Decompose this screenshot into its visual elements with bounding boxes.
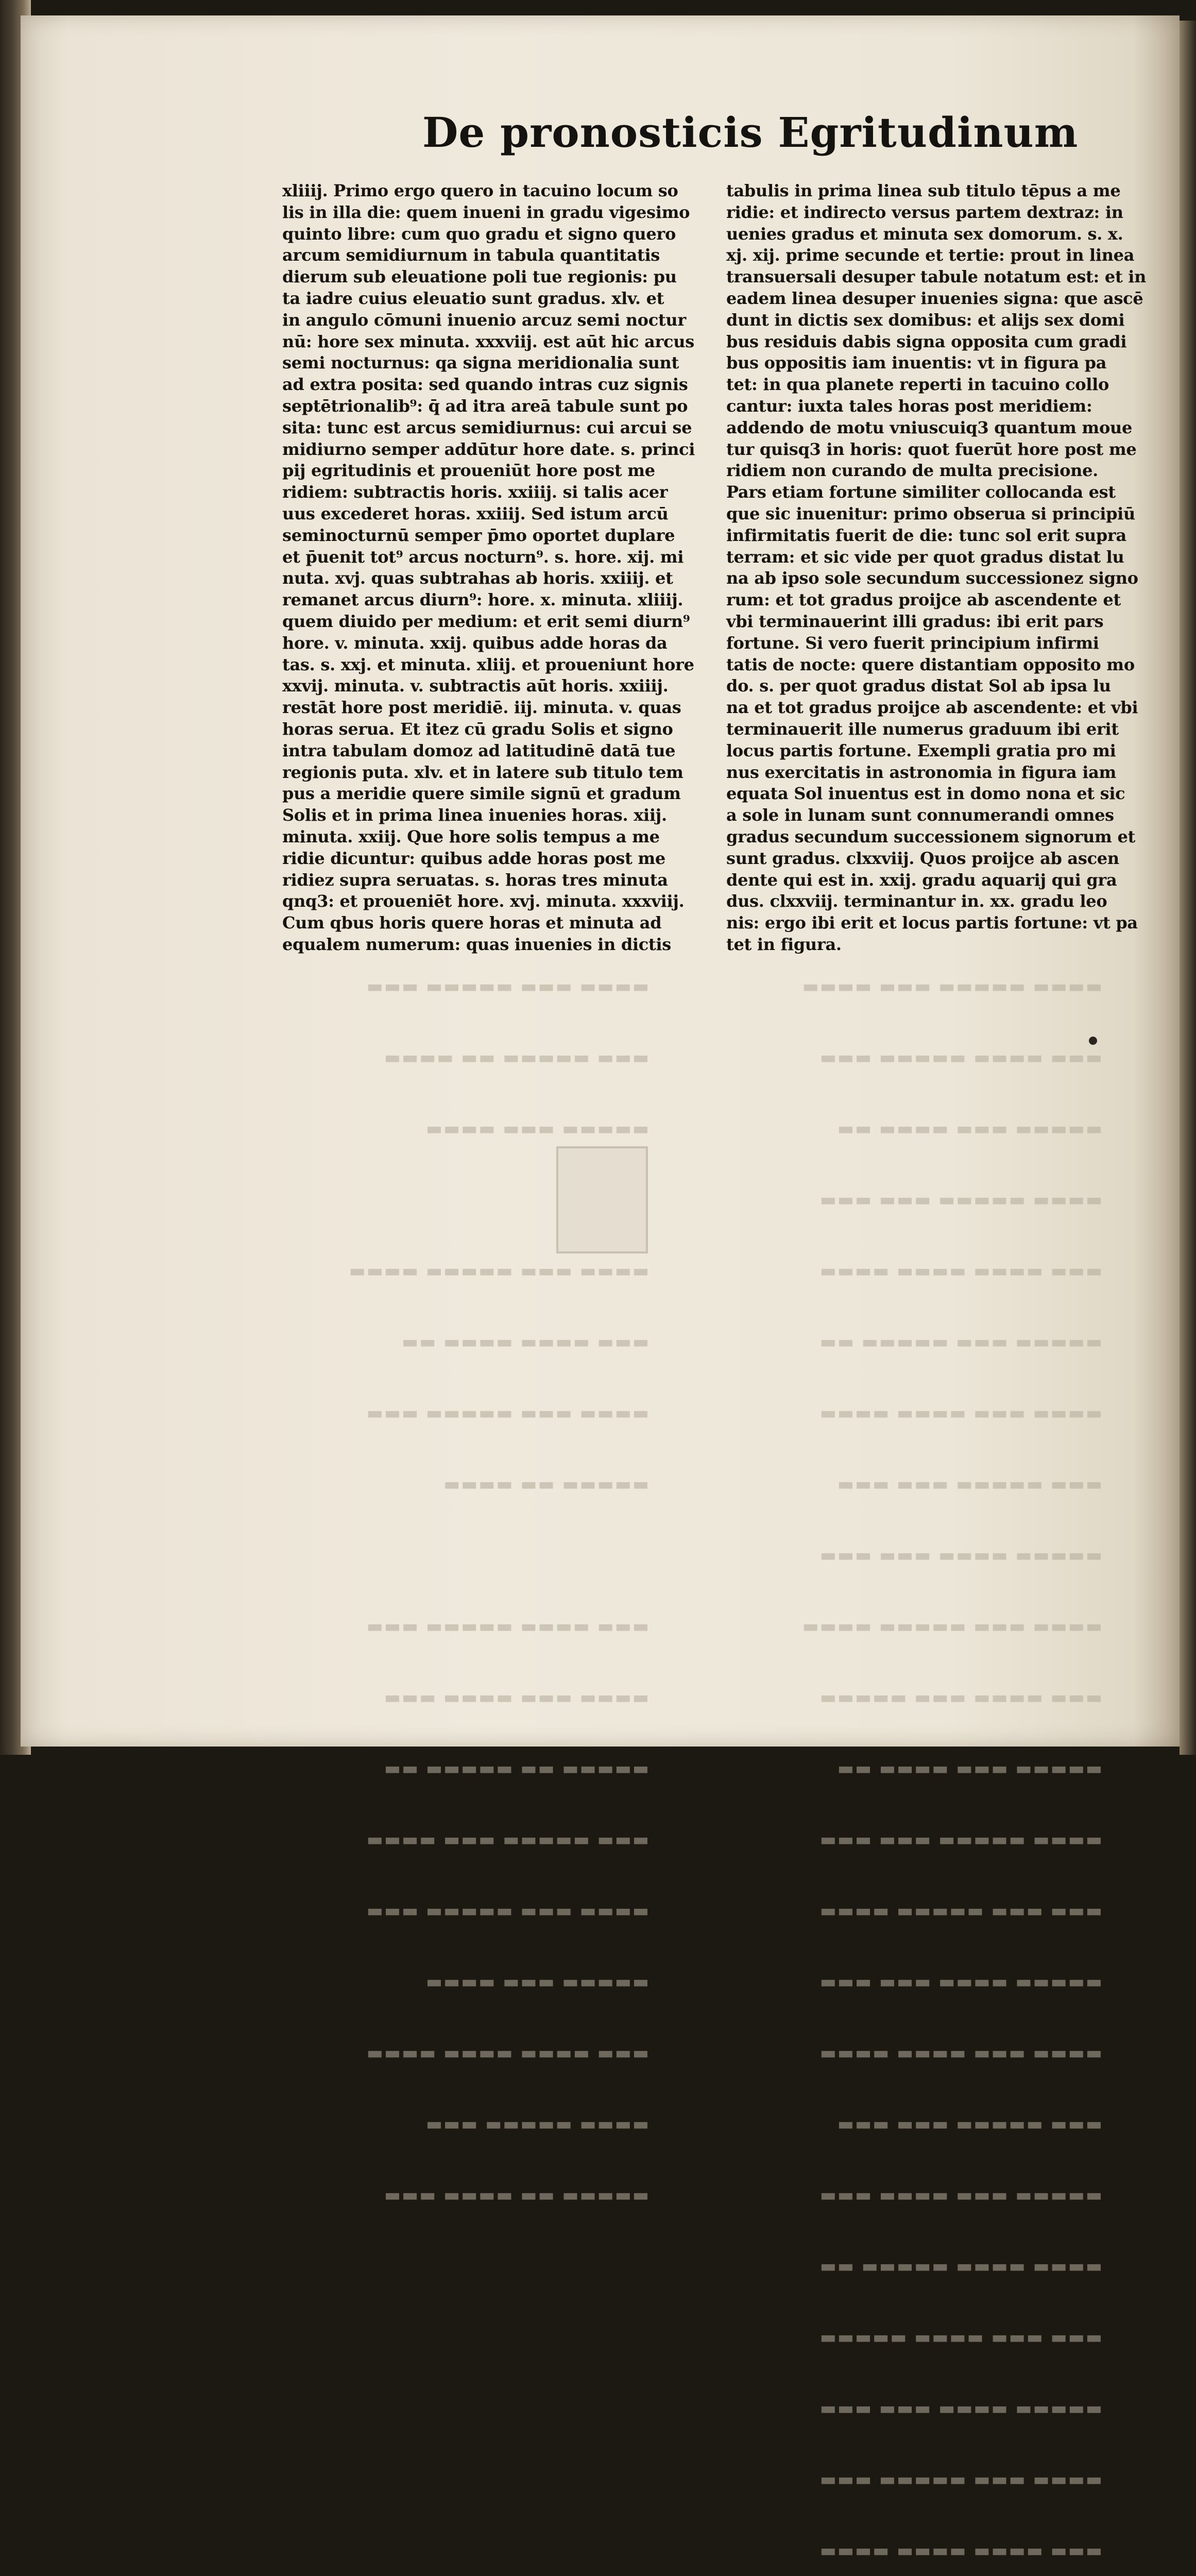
show-through-left: ▬▬▬▬ ▬▬▬ ▬▬▬▬▬ ▬▬▬ ▬▬▬ ▬▬▬▬▬ ▬▬ ▬▬▬▬ ▬▬▬▬▬ ▬▬▬ ▬▬▬▬ ▬▬▬▬ ▬▬▬ ▬▬▬▬▬ ▬▬▬▬ ▬▬▬ ▬▬▬▬ ▬▬▬▬ ▬▬ ▬▬▬▬ ▬▬▬ ▬▬▬▬▬ ▬▬▬ ▬▬▬▬▬ ▬▬ ▬▬▬▬ ▬▬▬ ▬▬▬▬ ▬▬▬▬▬ ▬▬▬ ▬▬▬▬ ▬▬▬ ▬▬▬▬ ▬▬▬ ▬▬▬▬▬ ▬▬ ▬▬▬▬▬ ▬▬ ▬▬▬ ▬▬▬▬▬ ▬▬▬ ▬▬▬▬ ▬▬▬▬ ▬▬▬ ▬▬▬▬▬ ▬▬▬ ▬▬▬▬▬ ▬▬▬ ▬▬▬▬ ▬▬▬ ▬▬▬▬ ▬▬▬▬ ▬▬▬▬ ▬▬▬▬ ▬▬▬▬▬ ▬▬▬ ▬▬▬▬▬ ▬▬ ▬▬▬▬ ▬▬▬ xyxy=(348,976,649,2206)
right-column-line: a sole in lunam sunt connumerandi omnes xyxy=(726,805,1114,825)
left-column-line: quem diuido per medium: et erit semi diurn⁹ xyxy=(282,611,690,631)
left-column-line: dierum sub eleuatione poli tue regionis: pu xyxy=(282,267,677,287)
left-column-line: qnq3: et proueniēt hore. xvj. minuta. xxxviij. xyxy=(282,891,685,911)
left-column-line: restāt hore post meridiē. iij. minuta. v. quas xyxy=(282,698,681,718)
left-column-line: pij egritudinis et proueniūt hore post me xyxy=(282,461,655,481)
right-column-line: cantur: iuxta tales horas post meridiem: xyxy=(726,396,1092,416)
left-column-line: horas serua. Et itez cū gradu Solis et signo xyxy=(282,719,673,739)
left-column-line: minuta. xxiij. Que hore solis tempus a me xyxy=(282,826,660,846)
book-right-edge xyxy=(1180,21,1196,1755)
right-column-line: tabulis in prima linea sub titulo tēpus a me xyxy=(726,181,1121,200)
left-column-line: ad extra posita: sed quando intras cuz signis xyxy=(282,375,688,395)
right-column-line: tatis de nocte: quere distantiam opposito mo xyxy=(726,654,1135,674)
left-column-line: semi nocturnus: qa signa meridionalia sunt xyxy=(282,353,679,373)
right-column-line: terminauerit ille numerus graduum ibi erit xyxy=(726,719,1119,739)
right-column-line: sunt gradus. clxxviij. Quos proijce ab ascen xyxy=(726,848,1119,868)
show-through-woodcut xyxy=(556,1146,648,1253)
right-column-line: nus exercitatis in astronomia in figura iam xyxy=(726,762,1117,782)
left-column-line: hore. v. minuta. xxij. quibus adde horas da xyxy=(282,633,668,653)
right-text-column xyxy=(726,180,1147,956)
left-column-line: Cum qbus horis quere horas et minuta ad xyxy=(282,913,662,933)
left-column-line: remanet arcus diurn⁹: hore. x. minuta. xliiij. xyxy=(282,590,684,610)
ink-spot xyxy=(1089,1037,1097,1045)
right-column-line: ridie: et indirecto versus partem dextraz: in xyxy=(726,202,1123,222)
left-column-line: tas. s. xxj. et minuta. xliij. et proueniunt hore xyxy=(282,654,694,674)
right-column-line: tet: in qua planete reperti in tacuino collo xyxy=(726,375,1109,395)
left-column-line: regionis puta. xlv. et in latere sub titulo tem xyxy=(282,762,684,782)
left-column-line: xxvij. minuta. v. subtractis aūt horis. xxiiij. xyxy=(282,676,669,696)
left-column-line: equalem numerum: quas inuenies in dictis xyxy=(282,934,671,954)
left-column-line: septētrionalib⁹: q̄ ad itra areā tabule sunt po xyxy=(282,396,688,416)
show-through-right: ▬▬▬▬ ▬▬▬▬▬ ▬▬▬ ▬▬▬▬ ▬▬▬ ▬▬▬▬ ▬▬▬▬▬ ▬▬▬ ▬▬▬▬▬ ▬▬▬ ▬▬▬▬ ▬▬ ▬▬▬▬ ▬▬▬▬▬ ▬▬▬ ▬▬▬ ▬▬▬ ▬▬▬▬ ▬▬▬▬ ▬▬▬▬ ▬▬▬▬▬ ▬▬▬ ▬▬▬▬▬ ▬▬ ▬▬▬▬ ▬▬▬ ▬▬▬▬ ▬▬▬▬ ▬▬▬ ▬▬▬▬▬ ▬▬▬ ▬▬▬ ▬▬▬▬▬ ▬▬▬▬ ▬▬▬ ▬▬▬ ▬▬▬▬ ▬▬▬ ▬▬▬▬▬ ▬▬▬▬ ▬▬▬ ▬▬▬▬ ▬▬▬ ▬▬▬▬▬ ▬▬▬▬▬ ▬▬▬ ▬▬▬▬ ▬▬ ▬▬▬▬ ▬▬▬▬▬ ▬▬▬ ▬▬▬ ▬▬▬ ▬▬▬ ▬▬▬▬▬ ▬▬▬▬ ▬▬▬▬▬ ▬▬▬▬ ▬▬▬ ▬▬▬ ▬▬▬▬ ▬▬▬ ▬▬▬▬ ▬▬▬▬ ▬▬▬ ▬▬▬▬▬ ▬▬▬ ▬▬▬ ▬▬▬▬▬ ▬▬▬ ▬▬▬▬ ▬▬▬ ▬▬▬▬ ▬▬▬▬ ▬▬▬▬▬ ▬▬ ▬▬▬ ▬▬▬ ▬▬▬▬ ▬▬▬▬▬ ▬▬▬▬▬ ▬▬▬▬ ▬▬▬ ▬▬▬ ▬▬▬▬ ▬▬▬ ▬▬▬▬▬ ▬▬▬ ▬▬▬ ▬▬▬▬ ▬▬▬▬ ▬▬▬▬ xyxy=(801,976,1102,2561)
left-column-line: seminocturnū semper p̄mo oportet duplare xyxy=(282,525,675,545)
right-column-line: dus. clxxviij. terminantur in. xx. gradu leo xyxy=(726,891,1107,911)
left-column-line: in angulo cōmuni inuenio arcuz semi noctur xyxy=(282,310,686,330)
left-column-line: quinto libre: cum quo gradu et signo quero xyxy=(282,224,676,244)
right-column-line: bus oppositis iam inuentis: vt in figura pa xyxy=(726,353,1107,373)
right-column-line: dente qui est in. xxij. gradu aquarij qui gra xyxy=(726,870,1117,890)
left-column-line: ridie dicuntur: quibus adde horas post me xyxy=(282,848,665,868)
left-column-line: arcum semidiurnum in tabula quantitatis xyxy=(282,245,660,265)
right-column-line: terram: et sic vide per quot gradus distat lu xyxy=(726,547,1124,567)
right-column-line: Pars etiam fortune similiter collocanda est xyxy=(726,482,1116,502)
right-column-line: eadem linea desuper inuenies signa: que ascē xyxy=(726,288,1143,308)
right-column-line: na et tot gradus proijce ab ascendente: et vbi xyxy=(726,698,1138,718)
left-column-line: xliiij. Primo ergo quero in tacuino locum so xyxy=(282,181,678,200)
left-column-line: nū: hore sex minuta. xxxviij. est aūt hic arcus xyxy=(282,331,694,351)
right-column-line: addendo de motu vniuscuiq3 quantum moue xyxy=(726,417,1133,437)
left-column-line: nuta. xvj. quas subtrahas ab horis. xxiiij. et xyxy=(282,568,673,588)
right-column-line: bus residuis dabis signa opposita cum gradi xyxy=(726,331,1127,351)
right-column-line: dunt in dictis sex domibus: et alijs sex domi xyxy=(726,310,1125,330)
left-column-line: ta iadre cuius eleuatio sunt gradus. xlv. et xyxy=(282,288,664,308)
left-text-column xyxy=(282,180,695,956)
right-column-line: rum: et tot gradus proijce ab ascendente et xyxy=(726,590,1121,610)
right-column-line: equata Sol inuentus est in domo nona et sic xyxy=(726,784,1125,804)
running-head: De pronosticis Egritudinum xyxy=(422,108,1079,157)
right-column-line: xj. xij. prime secunde et tertie: prout in linea xyxy=(726,245,1135,265)
left-column-line: intra tabulam domoz ad latitudinē datā tue xyxy=(282,740,676,760)
left-column-line: ridiem: subtractis horis. xxiiij. si talis acer xyxy=(282,482,668,502)
right-column-line: infirmitatis fuerit de die: tunc sol erit supra xyxy=(726,525,1126,545)
right-column-line: do. s. per quot gradus distat Sol ab ipsa lu xyxy=(726,676,1111,696)
right-column-line: tur quisq3 in horis: quot fuerūt hore post me xyxy=(726,439,1137,459)
left-column-line: et p̄uenit tot⁹ arcus nocturn⁹. s. hore. xij. mi xyxy=(282,547,684,567)
left-column-line: lis in illa die: quem inueni in gradu vigesimo xyxy=(282,202,690,222)
left-column-line: ridiez supra seruatas. s. horas tres minuta xyxy=(282,870,668,890)
left-column-line: midiurno semper addūtur hore date. s. princi xyxy=(282,439,695,459)
right-column-line: gradus secundum successionem signorum et xyxy=(726,826,1135,846)
right-column-line: tet in figura. xyxy=(726,934,842,954)
right-column-line: transuersali desuper tabule notatum est: et in xyxy=(726,267,1147,287)
right-column-line: uenies gradus et minuta sex domorum. s. x. xyxy=(726,224,1123,244)
left-column-line: Solis et in prima linea inuenies horas. xiij. xyxy=(282,805,667,825)
left-column-line: sita: tunc est arcus semidiurnus: cui arcui se xyxy=(282,417,692,437)
right-column-line: na ab ipso sole secundum successionez signo xyxy=(726,568,1138,588)
right-column-line: que sic inuenitur: primo obserua si principiū xyxy=(726,503,1136,523)
right-column-line: ridiem non curando de multa precisione. xyxy=(726,461,1099,481)
left-column-line: uus excederet horas. xxiiij. Sed istum arcū xyxy=(282,503,669,523)
right-column-line: locus partis fortune. Exempli gratia pro mi xyxy=(726,740,1116,760)
right-column-line: nis: ergo ibi erit et locus partis fortune: vt pa xyxy=(726,913,1138,933)
left-column-line: pus a meridie quere simile signū et gradum xyxy=(282,784,681,804)
right-column-line: vbi terminauerint illi gradus: ibi erit pars xyxy=(726,611,1104,631)
right-column-line: fortune. Si vero fuerit principium infirmi xyxy=(726,633,1099,653)
